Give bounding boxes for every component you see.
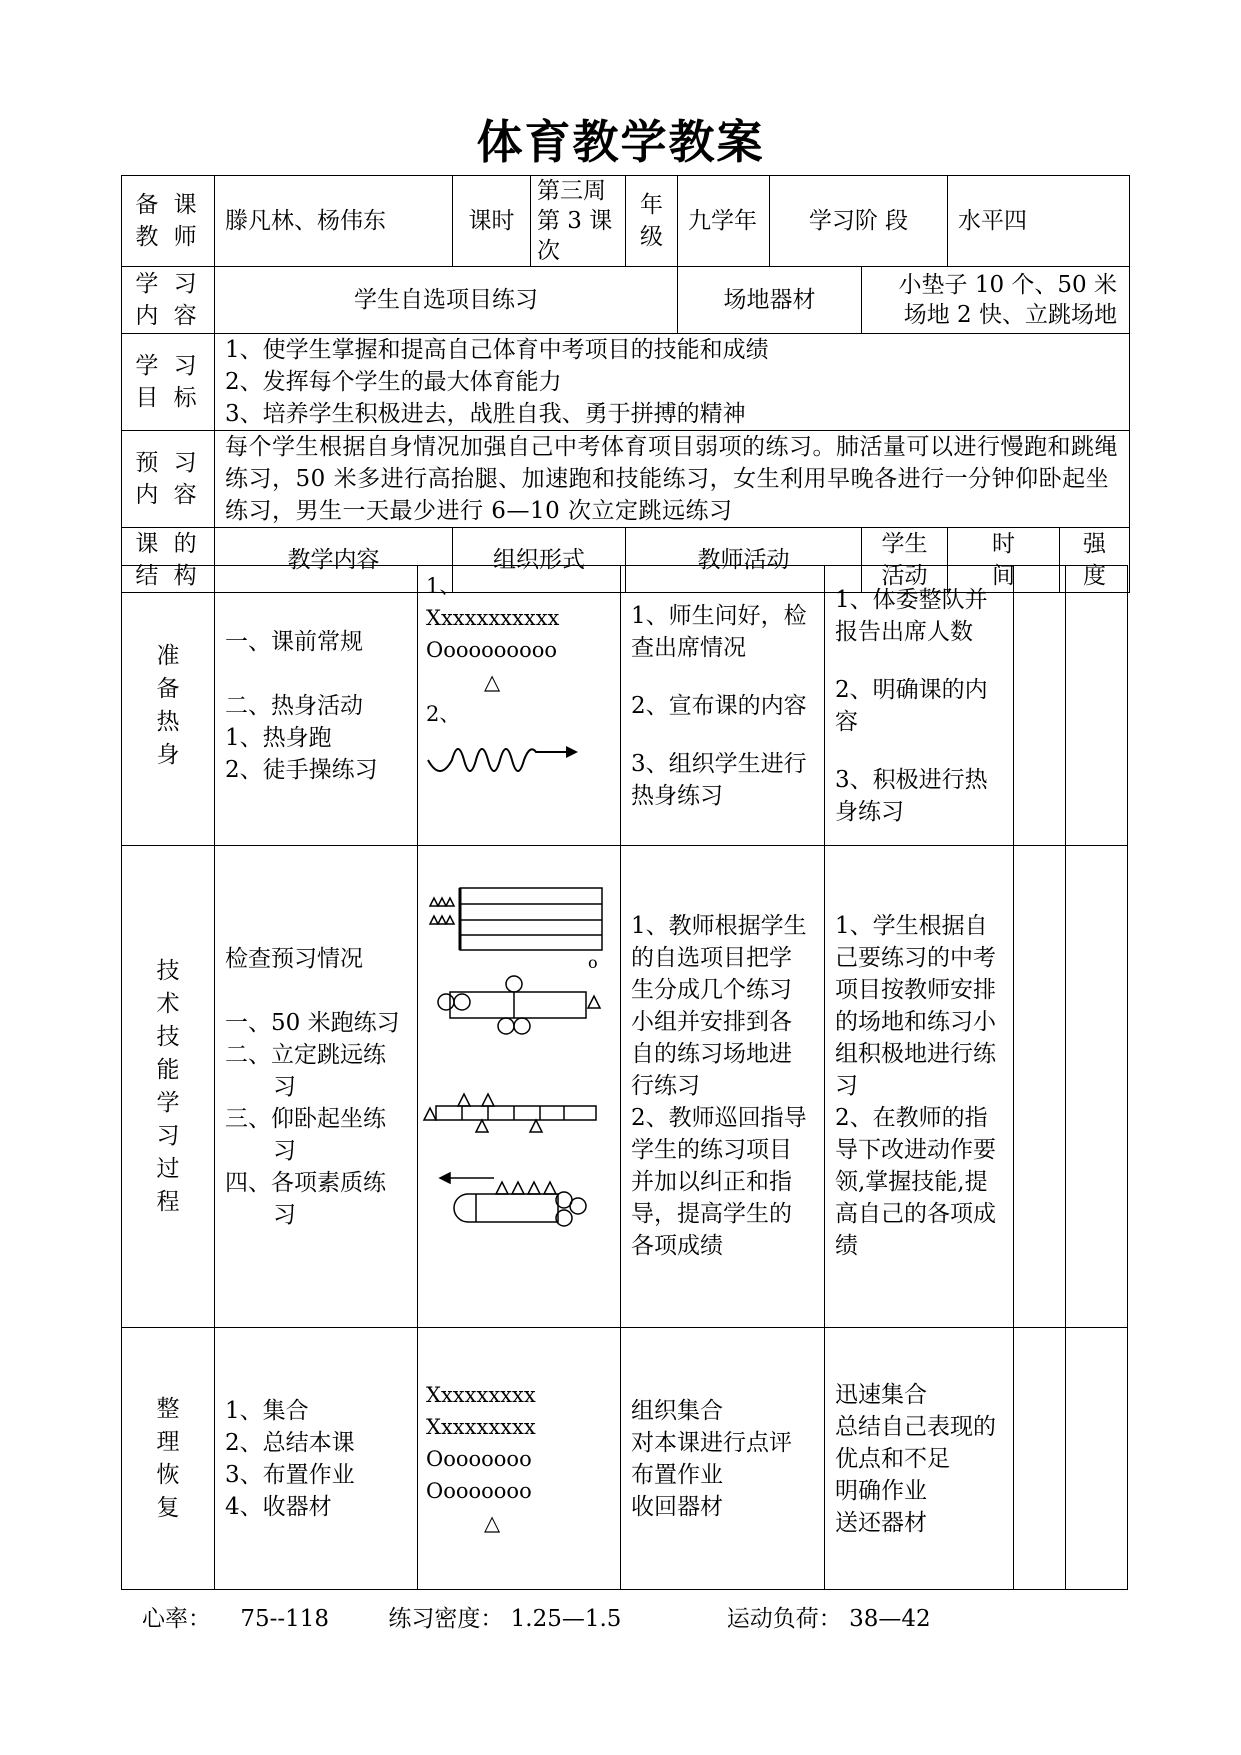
warmup-content: 一、课前常规 二、热身活动 1、热身跑 2、徒手操练习 [215, 566, 418, 846]
warmup-row [122, 566, 1128, 846]
lesson-plan-table [121, 175, 1130, 593]
period-label: 课时 [453, 176, 531, 267]
skills-intensity [1066, 846, 1128, 1328]
cooldown-row [122, 1328, 1128, 1590]
warmup-label: 准 备 热 身 [122, 566, 215, 846]
skills-student: 1、学生根据自己要练习的中考项目按教师安排的场地和练习小组积极地进行练习 2、在教师的指导下改进动作要领,掌握技能,提高自己的各项成绩 [825, 846, 1014, 1328]
cooldown-intensity [1066, 1328, 1128, 1590]
zigzag-run-icon [426, 720, 586, 790]
warmup-time [1014, 566, 1066, 846]
warmup-teacher: 1、师生问好，检查出席情况 2、宣布课的内容 3、组织学生进行热身练习 [621, 566, 825, 846]
skills-teacher: 1、教师根据学生的自选项目把学生分成几个练习小组并安排到各自的练习场地进行练习 2、教师巡回指导学生的练习项目并加以纠正和指导，提高学生的各项成绩 [621, 846, 825, 1328]
jump-pit-icon [438, 976, 600, 1034]
cooldown-label: 整 理 恢 复 [122, 1328, 215, 1590]
student-row-x: Xxxxxxxxxxx [426, 606, 560, 630]
warmup-organization: 1、 Xxxxxxxxxxx Oooooooooo △ 2、 [418, 566, 621, 846]
goal-item: 2、发挥每个学生的最大体育能力 [225, 369, 562, 395]
content-row [122, 267, 1130, 334]
teacher-triangle-icon: △ [484, 670, 501, 694]
cooldown-organization: Xxxxxxxxx Xxxxxxxxx Oooooooo Oooooooo △ [418, 1328, 621, 1590]
preview-row [122, 431, 1130, 528]
column-content: 教学内容 [215, 528, 453, 593]
goal-item: 1、使学生掌握和提高自己体育中考项目的技能和成绩 [225, 337, 769, 363]
load-label: 运动负荷： [726, 1606, 842, 1632]
column-teacher: 教师活动 [626, 528, 862, 593]
small-o-mark: o [588, 953, 598, 972]
running-lanes-icon [430, 888, 602, 950]
stage-label: 学习阶 段 [770, 176, 948, 267]
load-value: 38—42 [849, 1606, 931, 1632]
goals-row [122, 334, 1130, 431]
skills-content: 检查预习情况 一、50 米跑练习 二、立定跳远练 习 三、仰卧起坐练 习 四、各项素质练 习 [215, 846, 418, 1328]
structure-label: 课 的 结 构 [122, 528, 215, 593]
column-intensity: 强 度 [1060, 528, 1130, 593]
cooldown-time [1014, 1328, 1066, 1590]
grade-label: 年 级 [626, 176, 678, 267]
cooldown-student: 迅速集合 总结自己表现的优点和不足 明确作业 送还器材 [825, 1328, 1014, 1590]
situp-mats-icon [424, 1094, 596, 1132]
cooldown-teacher: 组织集合 对本课进行点评 布置作业 收回器材 [621, 1328, 825, 1590]
preview-label: 预 习 内 容 [122, 431, 215, 528]
preview-text: 每个学生根据自身情况加强自己中考体育项目弱项的练习。肺活量可以进行慢跑和跳绳练习，50 米多进行高抬腿、加速跑和技能练习，女生利用早晚各进行一分钟仰卧起坐练习，男生一天最少进行 6—10 次立定跳远练习 [215, 431, 1130, 528]
warmup-student: 1、体委整队并报告出席人数 2、明确课的内容 3、积极进行热身练习 [825, 566, 1014, 846]
teacher-triangle-icon: △ [484, 1510, 501, 1535]
quality-training-icon [440, 1173, 586, 1226]
stage-value: 水平四 [948, 176, 1130, 267]
goal-item: 3、培养学生积极进去，战胜自我、勇于拼搏的精神 [225, 401, 746, 427]
goals-list [215, 334, 1130, 431]
page-title: 体育教学教案 [476, 115, 765, 169]
student-row-o: Oooooooooo [426, 638, 558, 662]
warmup-intensity [1066, 566, 1128, 846]
content-value: 学生自选项目练习 [215, 267, 678, 334]
column-time: 时 间 [948, 528, 1060, 593]
skills-row [122, 846, 1128, 1328]
skills-diagram-icon [418, 882, 618, 1302]
lesson-body-table [121, 565, 1128, 1590]
density-label: 练习密度： [388, 1606, 504, 1632]
equipment-value: 小垫子 10 个、50 米 场地 2 快、立跳场地 [862, 267, 1130, 334]
skills-time [1014, 846, 1066, 1328]
footer-stats [142, 1603, 931, 1635]
heart-rate-value: 75--118 [240, 1606, 330, 1632]
teachers-value: 滕凡林、杨伟东 [215, 176, 453, 267]
column-organization: 组织形式 [453, 528, 626, 593]
content-label: 学 习 内 容 [122, 267, 215, 334]
period-value: 第三周 第 3 课次 [531, 176, 626, 267]
skills-label: 技 术 技 能 学 习 过 程 [122, 846, 215, 1328]
density-value: 1.25—1.5 [510, 1606, 622, 1632]
equipment-label: 场地器材 [678, 267, 862, 334]
grade-value: 九学年 [678, 176, 770, 267]
goals-label: 学 习 目 标 [122, 334, 215, 431]
header-row [122, 176, 1130, 267]
teacher-label: 备 课 教 师 [122, 176, 215, 267]
cooldown-content: 1、集合 2、总结本课 3、布置作业 4、收器材 [215, 1328, 418, 1590]
heart-rate-label: 心率： [142, 1606, 211, 1632]
skills-organization [418, 846, 621, 1328]
column-student: 学生活动 [862, 528, 948, 593]
